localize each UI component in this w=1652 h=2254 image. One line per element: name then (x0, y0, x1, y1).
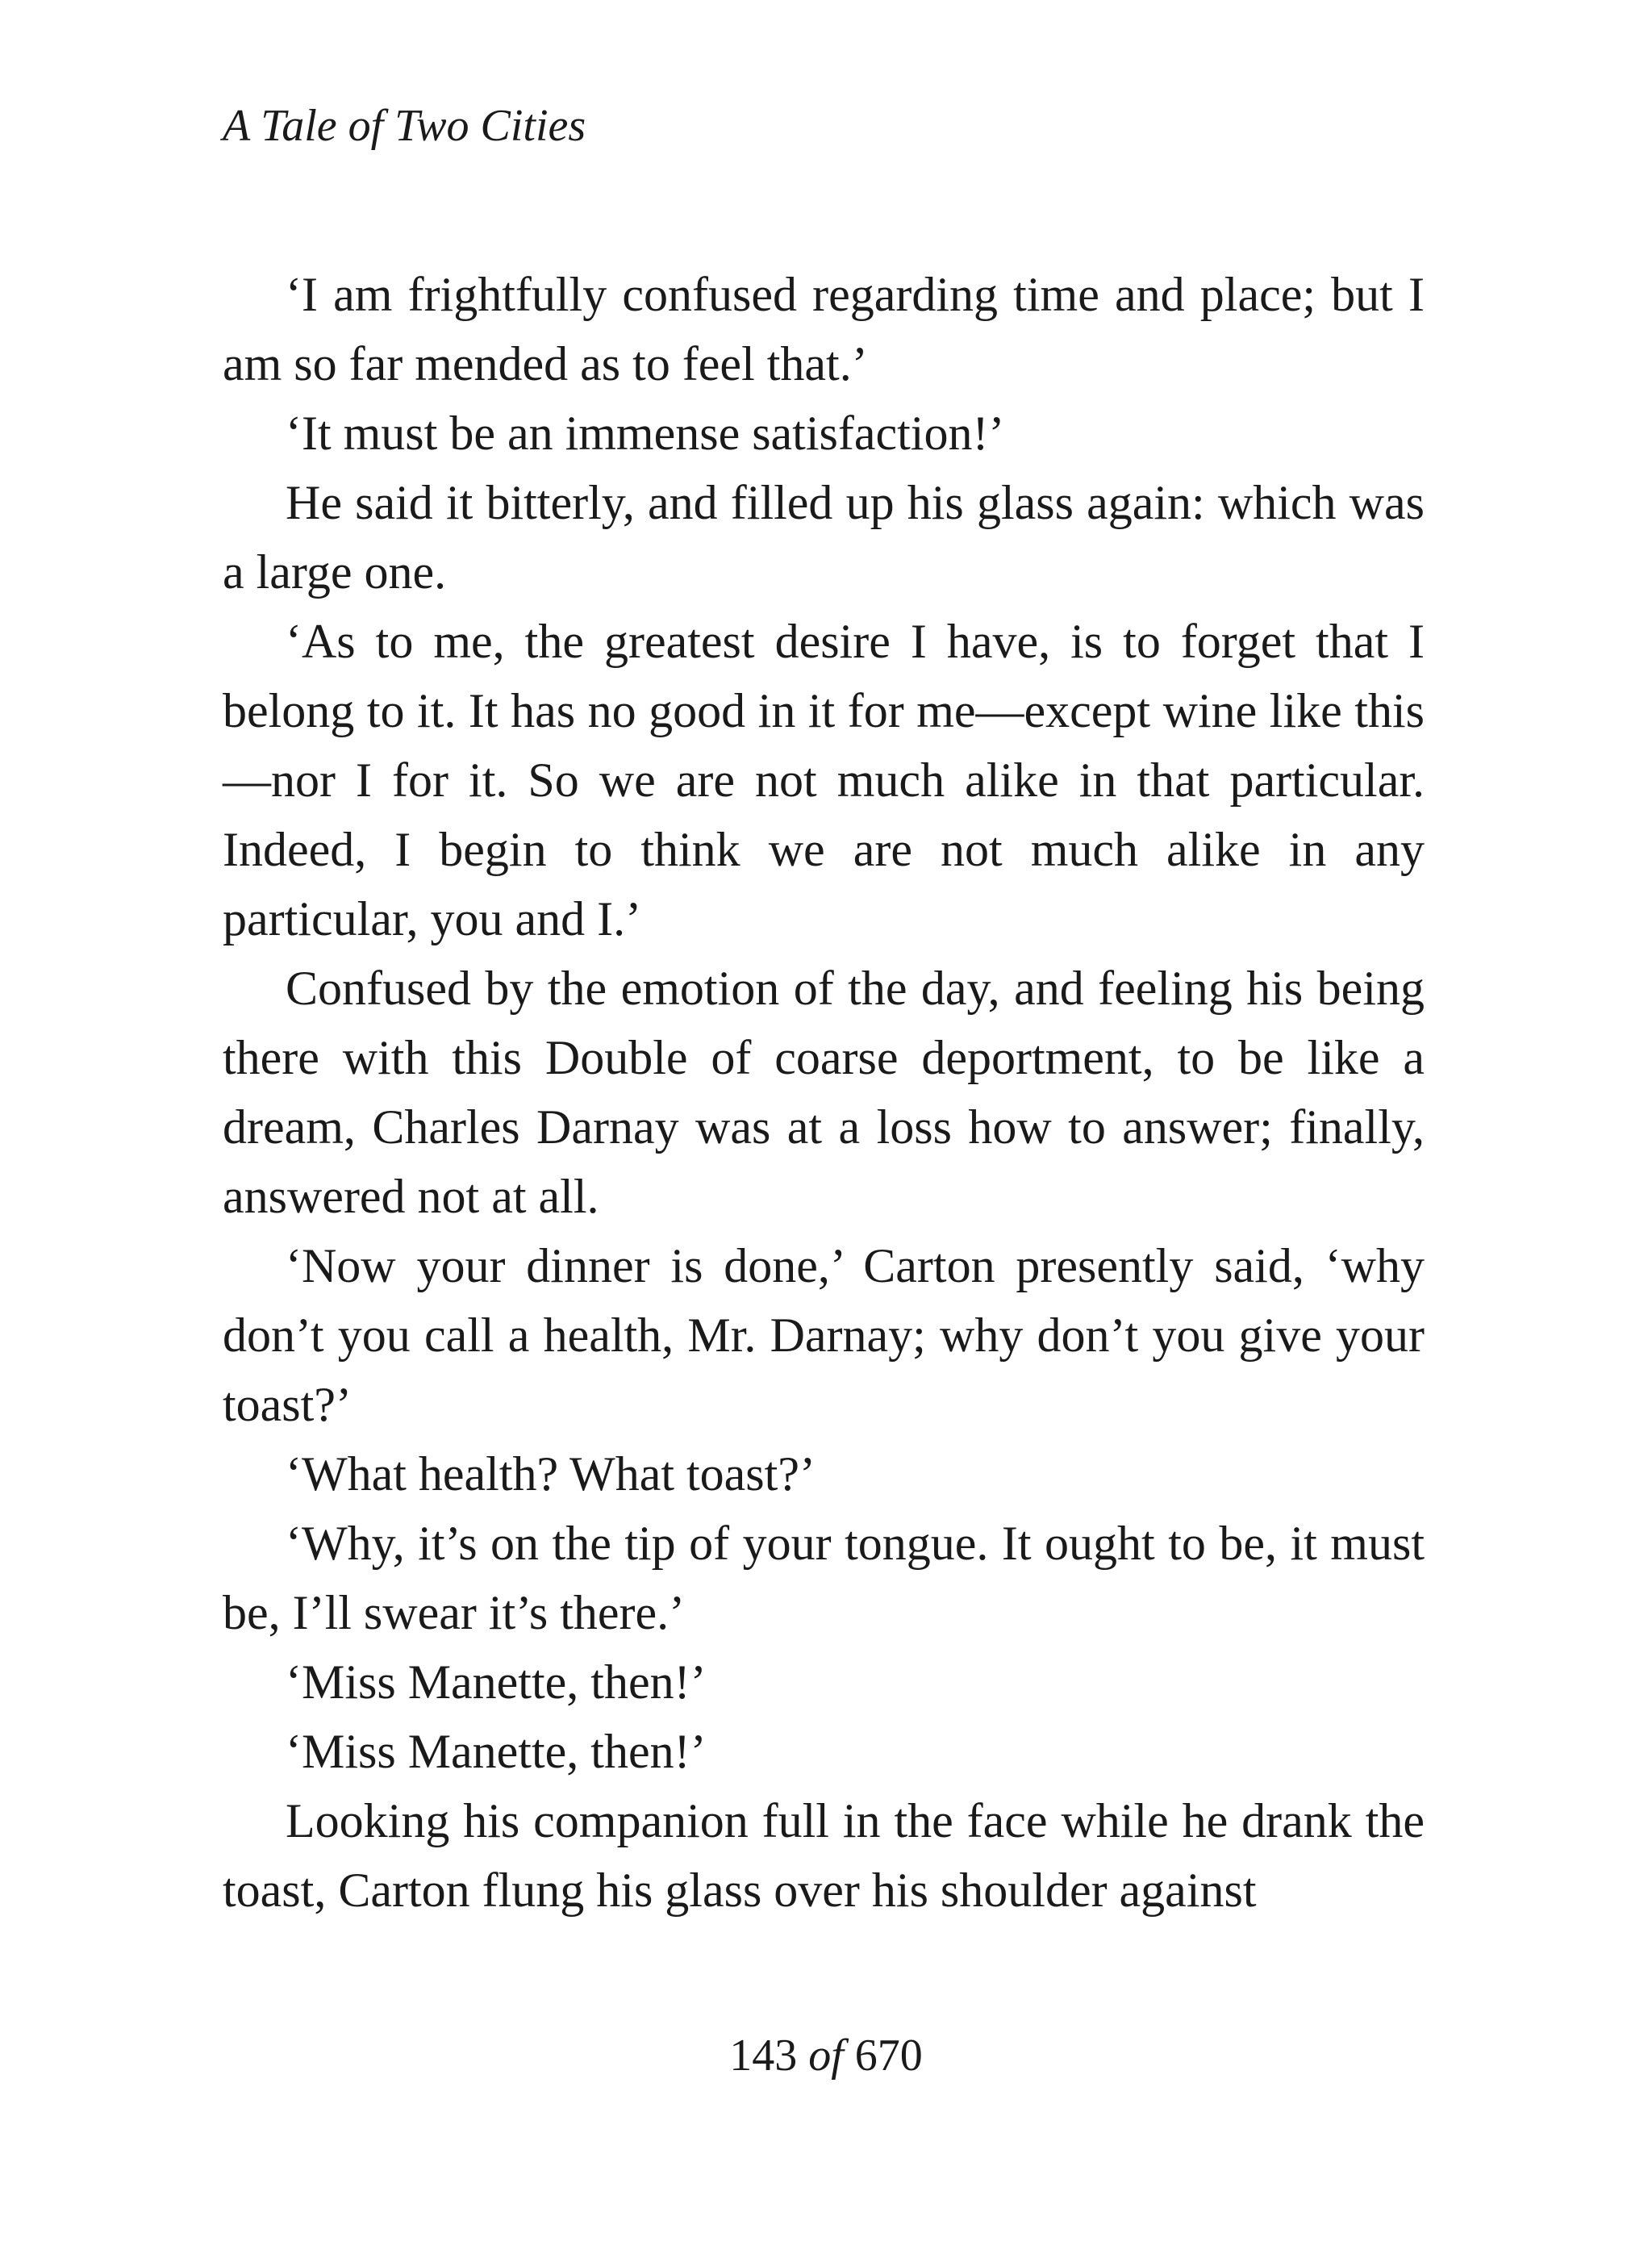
body-text (223, 260, 1425, 1925)
page-number (0, 2031, 1652, 2081)
paragraph: ‘It must be an immense satisfaction!’ (286, 407, 1005, 460)
page-number-total: 670 (854, 2031, 923, 2081)
paragraph: ‘I am frightfully confused regarding time and place; but I am so far mended as to feel that.’ (223, 268, 1425, 390)
running-head: A Tale of Two Cities (223, 101, 586, 151)
paragraph: ‘What health? What toast?’ (286, 1447, 816, 1501)
paragraph: ‘Now your dinner is done,’ Carton presently said, ‘why don’t you call a health, Mr. Darnay; why don’t you give your toast?’ (223, 1239, 1425, 1431)
paragraph: Looking his companion full in the face while he drank the toast, Carton flung his glass over his shoulder against (223, 1794, 1425, 1917)
paragraph: ‘Miss Manette, then!’ (286, 1655, 707, 1709)
page-number-current: 143 (729, 2031, 798, 2081)
paragraph: He said it bitterly, and filled up his glass again: which was a large one. (223, 476, 1425, 599)
paragraph: ‘Miss Manette, then!’ (286, 1725, 707, 1778)
paragraph: ‘As to me, the greatest desire I have, is to forget that I belong to it. It has no good in it for me—except wine like this—nor I for it. So we are not much alike in that particular. Indeed, I begin to think we are not much alike in any particular, you and I.’ (223, 615, 1425, 945)
paragraph: Confused by the emotion of the day, and feeling his being there with this Double of coarse deportment, to be like a dream, Charles Darnay was at a loss how to answer; finally, answered not at all. (223, 962, 1425, 1223)
paragraph: ‘Why, it’s on the tip of your tongue. It ought to be, it must be, I’ll swear it’s there.’ (223, 1517, 1425, 1639)
page-number-separator: of (808, 2031, 844, 2081)
